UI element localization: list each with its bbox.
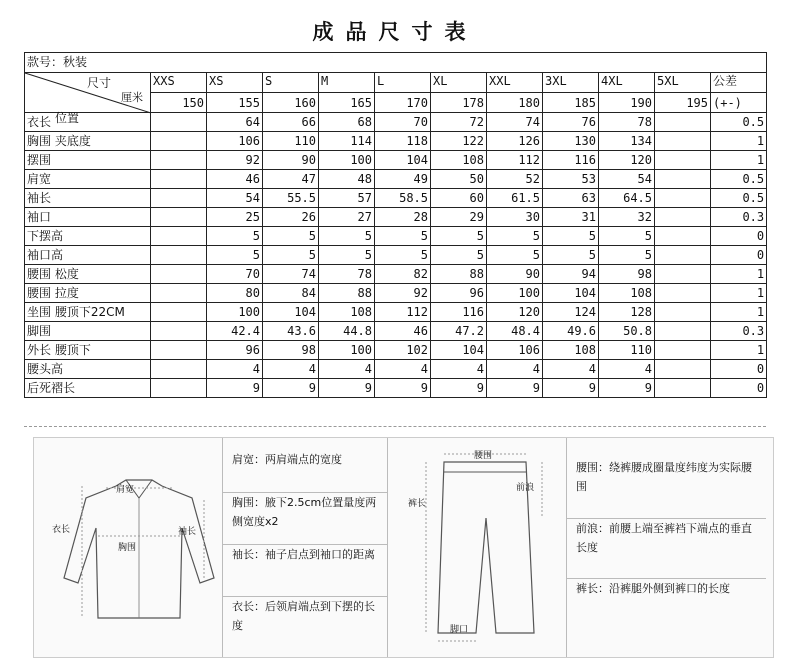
table-row [25,303,767,322]
table-cell: 64 [207,113,263,132]
table-cell [151,322,207,341]
table-cell: 90 [263,151,319,170]
table-cell: 100 [487,284,543,303]
table-row [25,132,767,151]
table-cell: 61.5 [487,189,543,208]
size-header: L [375,73,431,93]
row-label: 腰头高 [25,360,151,379]
table-cell: 126 [487,132,543,151]
table-cell: 94 [543,265,599,284]
table-cell: 120 [487,303,543,322]
row-label: 脚围 [25,322,151,341]
table-cell [655,360,711,379]
table-cell: 88 [431,265,487,284]
row-label: 肩宽 [25,170,151,189]
table-cell: 5 [599,227,655,246]
pants-waist-label: 腰围 [474,451,493,461]
row-label: 袖口 [25,208,151,227]
table-cell: 104 [263,303,319,322]
table-cell: 74 [263,265,319,284]
table-row [25,208,767,227]
table-cell: 68 [319,113,375,132]
table-cell: 43.6 [263,322,319,341]
table-cell: 4 [599,360,655,379]
table-cell [151,341,207,360]
row-label: 下摆高 [25,227,151,246]
height-header: 165 [319,93,375,113]
shirt-length-label: 衣长 [52,525,71,535]
table-cell: 102 [375,341,431,360]
shirt-shoulder-label: 肩宽 [116,485,135,495]
row-label: 腰围 拉度 [25,284,151,303]
table-cell: 9 [431,379,487,398]
table-row [25,151,767,170]
position-label: 位置 [55,111,80,125]
table-cell: 44.8 [319,322,375,341]
tolerance-cell: 1 [711,132,767,151]
pants-diagram [404,448,564,648]
table-cell: 49 [375,170,431,189]
table-cell: 5 [319,246,375,265]
table-cell: 108 [543,341,599,360]
note-length: 衣长：后领肩端点到下摆的长度 [222,596,387,635]
table-cell: 5 [487,227,543,246]
cm-label: 厘米 [121,91,143,104]
table-cell: 9 [599,379,655,398]
table-cell: 4 [375,360,431,379]
table-cell: 48.4 [487,322,543,341]
size-header: M [319,73,375,93]
table-cell: 108 [319,303,375,322]
table-cell: 96 [207,341,263,360]
tolerance-cell: 0.5 [711,113,767,132]
table-cell: 50 [431,170,487,189]
table-cell: 27 [319,208,375,227]
table-cell: 47.2 [431,322,487,341]
table-cell [655,322,711,341]
table-row [25,265,767,284]
note-chest: 胸围：腋下2.5cm位置量度两侧宽度x2 [222,492,387,531]
row-label: 胸围 夹底度 [25,132,151,151]
table-row [25,113,767,132]
table-cell: 60 [431,189,487,208]
table-cell [655,113,711,132]
table-row [25,322,767,341]
table-cell: 5 [487,246,543,265]
table-cell [151,170,207,189]
table-cell: 104 [543,284,599,303]
table-cell: 9 [319,379,375,398]
tolerance-header: 公差 [711,73,767,93]
table-row [25,189,767,208]
table-cell: 29 [431,208,487,227]
table-cell [655,246,711,265]
table-cell: 90 [487,265,543,284]
table-cell: 64.5 [599,189,655,208]
row-label: 坐围 腰顶下22CM [25,303,151,322]
height-header: 185 [543,93,599,113]
table-cell: 88 [319,284,375,303]
table-row [25,284,767,303]
shirt-sleeve-label: 袖长 [178,527,197,537]
table-cell: 72 [431,113,487,132]
table-cell: 4 [431,360,487,379]
table-cell: 9 [263,379,319,398]
table-cell: 100 [319,341,375,360]
tolerance-cell: 1 [711,265,767,284]
table-cell: 4 [207,360,263,379]
tolerance-cell: 0.5 [711,170,767,189]
table-row [25,246,767,265]
row-label: 后死褶长 [25,379,151,398]
row-label: 腰围 松度 [25,265,151,284]
note-pants-length: 裤长：沿裤腿外侧到裤口的长度 [566,578,766,598]
tolerance-cell: 0 [711,379,767,398]
tolerance-sub: (+-) [711,93,767,113]
table-cell: 112 [375,303,431,322]
section-divider [24,426,766,427]
table-cell [655,208,711,227]
table-cell: 100 [319,151,375,170]
table-cell [151,246,207,265]
table-cell: 116 [431,303,487,322]
table-cell: 106 [207,132,263,151]
table-cell: 76 [543,113,599,132]
table-row [25,170,767,189]
table-cell: 53 [543,170,599,189]
size-header: XXL [487,73,543,93]
table-cell: 5 [431,227,487,246]
table-cell: 122 [431,132,487,151]
tolerance-cell: 1 [711,284,767,303]
table-cell: 74 [487,113,543,132]
table-cell: 58.5 [375,189,431,208]
style-label: 款号：秋装 [25,53,767,73]
shirt-diagram [54,468,224,633]
size-header: XL [431,73,487,93]
table-cell [151,151,207,170]
table-cell [655,227,711,246]
table-cell: 78 [599,113,655,132]
size-table [24,52,767,398]
table-cell: 82 [375,265,431,284]
note-waist: 腰围：绕裤腰成圈量度纬度为实际腰围 [576,461,752,493]
table-cell [655,341,711,360]
table-cell: 5 [431,246,487,265]
table-cell: 104 [431,341,487,360]
table-cell: 128 [599,303,655,322]
table-cell [151,360,207,379]
table-cell: 54 [599,170,655,189]
tolerance-cell: 0 [711,246,767,265]
table-cell: 5 [543,246,599,265]
table-cell [151,379,207,398]
table-cell: 28 [375,208,431,227]
table-cell [151,113,207,132]
table-cell: 31 [543,208,599,227]
table-cell: 100 [207,303,263,322]
table-cell: 70 [207,265,263,284]
table-cell [655,303,711,322]
table-cell: 26 [263,208,319,227]
height-header: 178 [431,93,487,113]
table-cell: 124 [543,303,599,322]
table-cell: 84 [263,284,319,303]
table-cell: 108 [599,284,655,303]
table-cell: 134 [599,132,655,151]
table-cell [655,151,711,170]
table-cell: 5 [599,246,655,265]
table-cell: 9 [543,379,599,398]
table-cell: 63 [543,189,599,208]
table-cell: 5 [207,246,263,265]
table-cell: 110 [599,341,655,360]
row-label: 衣长 [25,113,151,132]
table-cell: 120 [599,151,655,170]
table-cell [655,132,711,151]
note-shoulder: 肩宽：两肩端点的宽度 [232,453,342,466]
row-label: 外长 腰顶下 [25,341,151,360]
table-cell: 66 [263,113,319,132]
table-cell: 112 [487,151,543,170]
table-cell: 47 [263,170,319,189]
tolerance-cell: 0.3 [711,322,767,341]
table-row [25,360,767,379]
divider [387,438,388,657]
table-cell: 92 [207,151,263,170]
tolerance-cell: 1 [711,303,767,322]
measurement-guide [33,437,774,658]
table-cell: 114 [319,132,375,151]
height-header: 170 [375,93,431,113]
tolerance-cell: 1 [711,151,767,170]
note-rise: 前浪：前腰上端至裤裆下端点的垂直长度 [566,518,766,557]
tolerance-cell: 0 [711,227,767,246]
table-cell: 108 [431,151,487,170]
size-header: 3XL [543,73,599,93]
table-cell: 5 [207,227,263,246]
table-cell: 46 [207,170,263,189]
table-cell: 4 [319,360,375,379]
table-cell: 49.6 [543,322,599,341]
table-cell: 52 [487,170,543,189]
table-cell: 9 [207,379,263,398]
tolerance-cell: 0.5 [711,189,767,208]
table-cell: 54 [207,189,263,208]
table-cell [151,265,207,284]
table-cell: 4 [263,360,319,379]
height-header: 180 [487,93,543,113]
table-row [25,341,767,360]
row-label: 袖口高 [25,246,151,265]
size-header: XXS [151,73,207,93]
table-cell [655,170,711,189]
size-header: S [263,73,319,93]
table-cell [151,132,207,151]
table-cell: 96 [431,284,487,303]
size-label: 尺寸 [87,76,112,90]
table-cell: 5 [375,246,431,265]
size-header: 4XL [599,73,655,93]
page-title: 成品尺寸表 [312,19,478,44]
table-cell: 48 [319,170,375,189]
table-cell: 80 [207,284,263,303]
tolerance-cell: 0.3 [711,208,767,227]
table-cell: 98 [599,265,655,284]
table-cell [151,208,207,227]
table-cell: 32 [599,208,655,227]
table-cell [655,379,711,398]
table-cell: 4 [487,360,543,379]
pants-hem-label: 脚口 [450,625,469,635]
table-cell: 9 [487,379,543,398]
table-cell: 106 [487,341,543,360]
tolerance-cell: 1 [711,341,767,360]
table-cell [151,284,207,303]
height-header: 155 [207,93,263,113]
row-label: 摆围 [25,151,151,170]
table-cell: 57 [319,189,375,208]
table-cell: 5 [319,227,375,246]
table-cell: 118 [375,132,431,151]
row-label: 袖长 [25,189,151,208]
table-cell [655,284,711,303]
table-cell: 5 [543,227,599,246]
table-cell: 70 [375,113,431,132]
table-cell: 98 [263,341,319,360]
table-cell [151,189,207,208]
size-header: 5XL [655,73,711,93]
table-cell: 55.5 [263,189,319,208]
height-header: 190 [599,93,655,113]
height-header: 160 [263,93,319,113]
table-cell: 25 [207,208,263,227]
tolerance-cell: 0 [711,360,767,379]
table-cell: 5 [263,227,319,246]
table-cell: 9 [375,379,431,398]
table-cell: 30 [487,208,543,227]
table-cell: 92 [375,284,431,303]
table-cell: 130 [543,132,599,151]
table-cell [151,227,207,246]
table-cell: 46 [375,322,431,341]
table-cell: 116 [543,151,599,170]
shirt-chest-label: 胸围 [118,543,137,553]
table-cell [151,303,207,322]
height-header: 150 [151,93,207,113]
table-cell: 78 [319,265,375,284]
table-cell: 5 [375,227,431,246]
table-cell: 4 [543,360,599,379]
table-cell [655,265,711,284]
table-cell [655,189,711,208]
pants-length-label: 裤长 [408,499,427,509]
table-row [25,379,767,398]
note-sleeve: 袖长：袖子启点到袖口的距离 [222,544,387,564]
table-cell: 104 [375,151,431,170]
table-cell: 50.8 [599,322,655,341]
size-header: XS [207,73,263,93]
table-cell: 42.4 [207,322,263,341]
table-row [25,227,767,246]
table-cell: 5 [263,246,319,265]
height-header: 195 [655,93,711,113]
pants-rise-label: 前浪 [516,483,535,493]
table-cell: 110 [263,132,319,151]
